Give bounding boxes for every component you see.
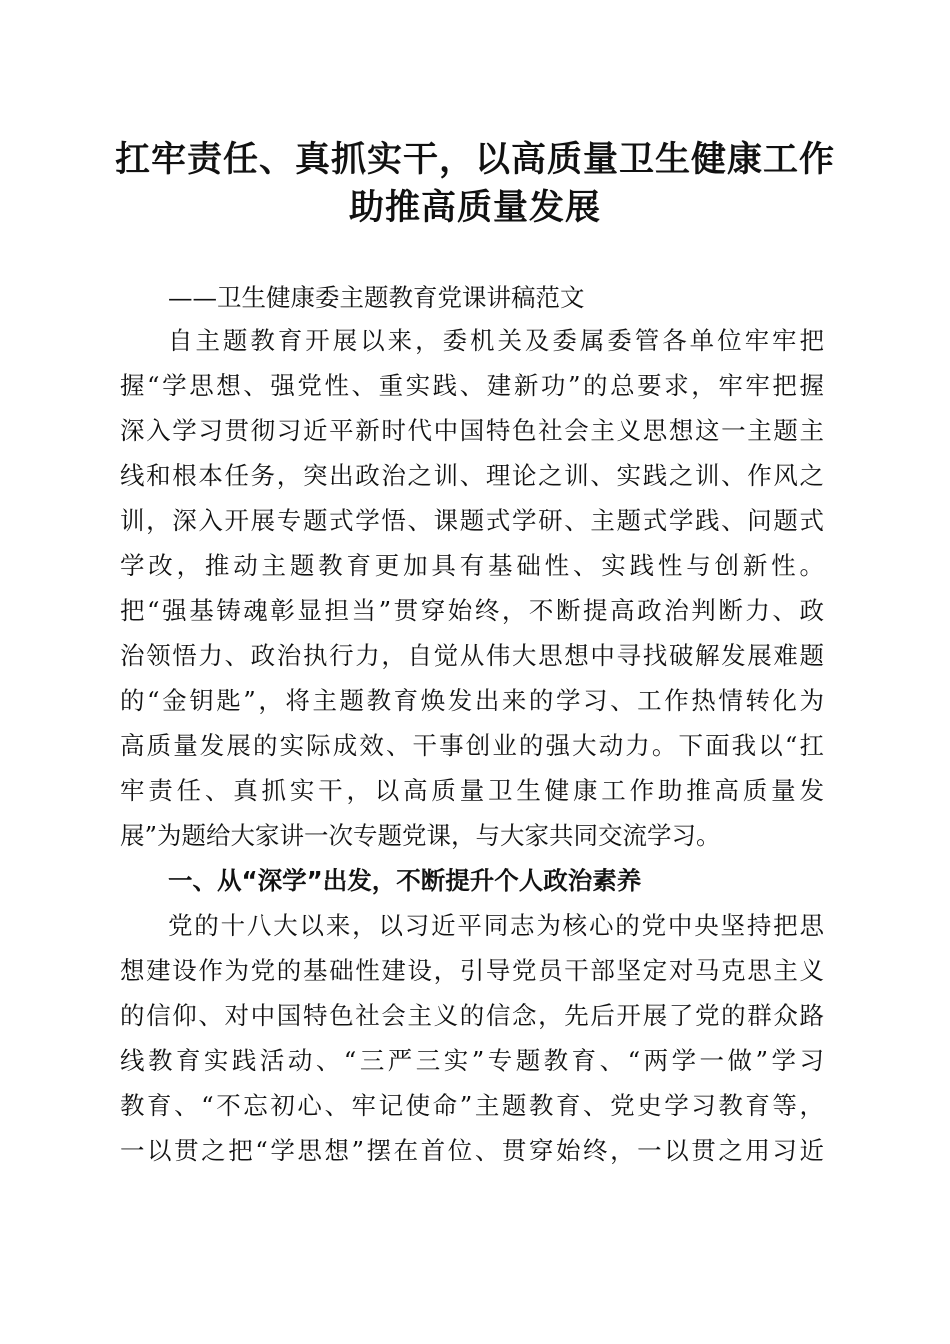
paragraph-2-line: 教育、“不忘初心、牢记使命”主题教育、党史学习教育等， [120,1091,824,1120]
paragraph-2-line: 党的十八大以来，以习近平同志为核心的党中央坚持把思 [168,911,824,940]
paragraph-1-line: 治领悟力、政治执行力，自觉从伟大思想中寻找破解发展难题 [120,641,824,670]
document-subtitle: ——卫生健康委主题教育党课讲稿范文 [168,283,585,312]
paragraph-1-line: 深入学习贯彻习近平新时代中国特色社会主义思想这一主题主 [120,416,824,445]
paragraph-1-line: 的“金钥匙”，将主题教育焕发出来的学习、工作热情转化为 [120,686,824,715]
paragraph-1-line: 学改，推动主题教育更加具有基础性、实践性与创新性。 [120,551,824,580]
paragraph-1-line: 训，深入开展专题式学悟、课题式学研、主题式学践、问题式 [120,506,824,535]
paragraph-2-line: 的信仰、对中国特色社会主义的信念，先后开展了党的群众路 [120,1001,824,1030]
paragraph-1-line: 把“强基铸魂彰显担当”贯穿始终，不断提高政治判断力、政 [120,596,824,625]
paragraph-2-line: 线教育实践活动、“三严三实”专题教育、“两学一做”学习 [120,1046,824,1075]
paragraph-1-line: 高质量发展的实际成效、干事创业的强大动力。下面我以“扛 [120,731,824,760]
document-title-line-2: 助推高质量发展 [348,187,601,228]
paragraph-2-line: 想建设作为党的基础性建设，引导党员干部坚定对马克思主义 [120,956,824,985]
paragraph-1-line: 线和根本任务，突出政治之训、理论之训、实践之训、作风之 [120,461,824,490]
paragraph-1-line: 展”为题给大家讲一次专题党课，与大家共同交流学习。 [120,821,721,850]
paragraph-1-line: 握“学思想、强党性、重实践、建新功”的总要求，牢牢把握 [120,371,824,400]
section-heading-1: 一、从“深学”出发，不断提升个人政治素养 [168,866,642,895]
paragraph-2-line: 一以贯之把“学思想”摆在首位、贯穿始终，一以贯之用习近 [120,1136,824,1165]
paragraph-1-line: 牢责任、真抓实干，以高质量卫生健康工作助推高质量发 [120,776,824,805]
document-title-line-1: 扛牢责任、真抓实干，以高质量卫生健康工作 [114,139,835,180]
paragraph-1-line: 自主题教育开展以来，委机关及委属委管各单位牢牢把 [168,326,824,355]
